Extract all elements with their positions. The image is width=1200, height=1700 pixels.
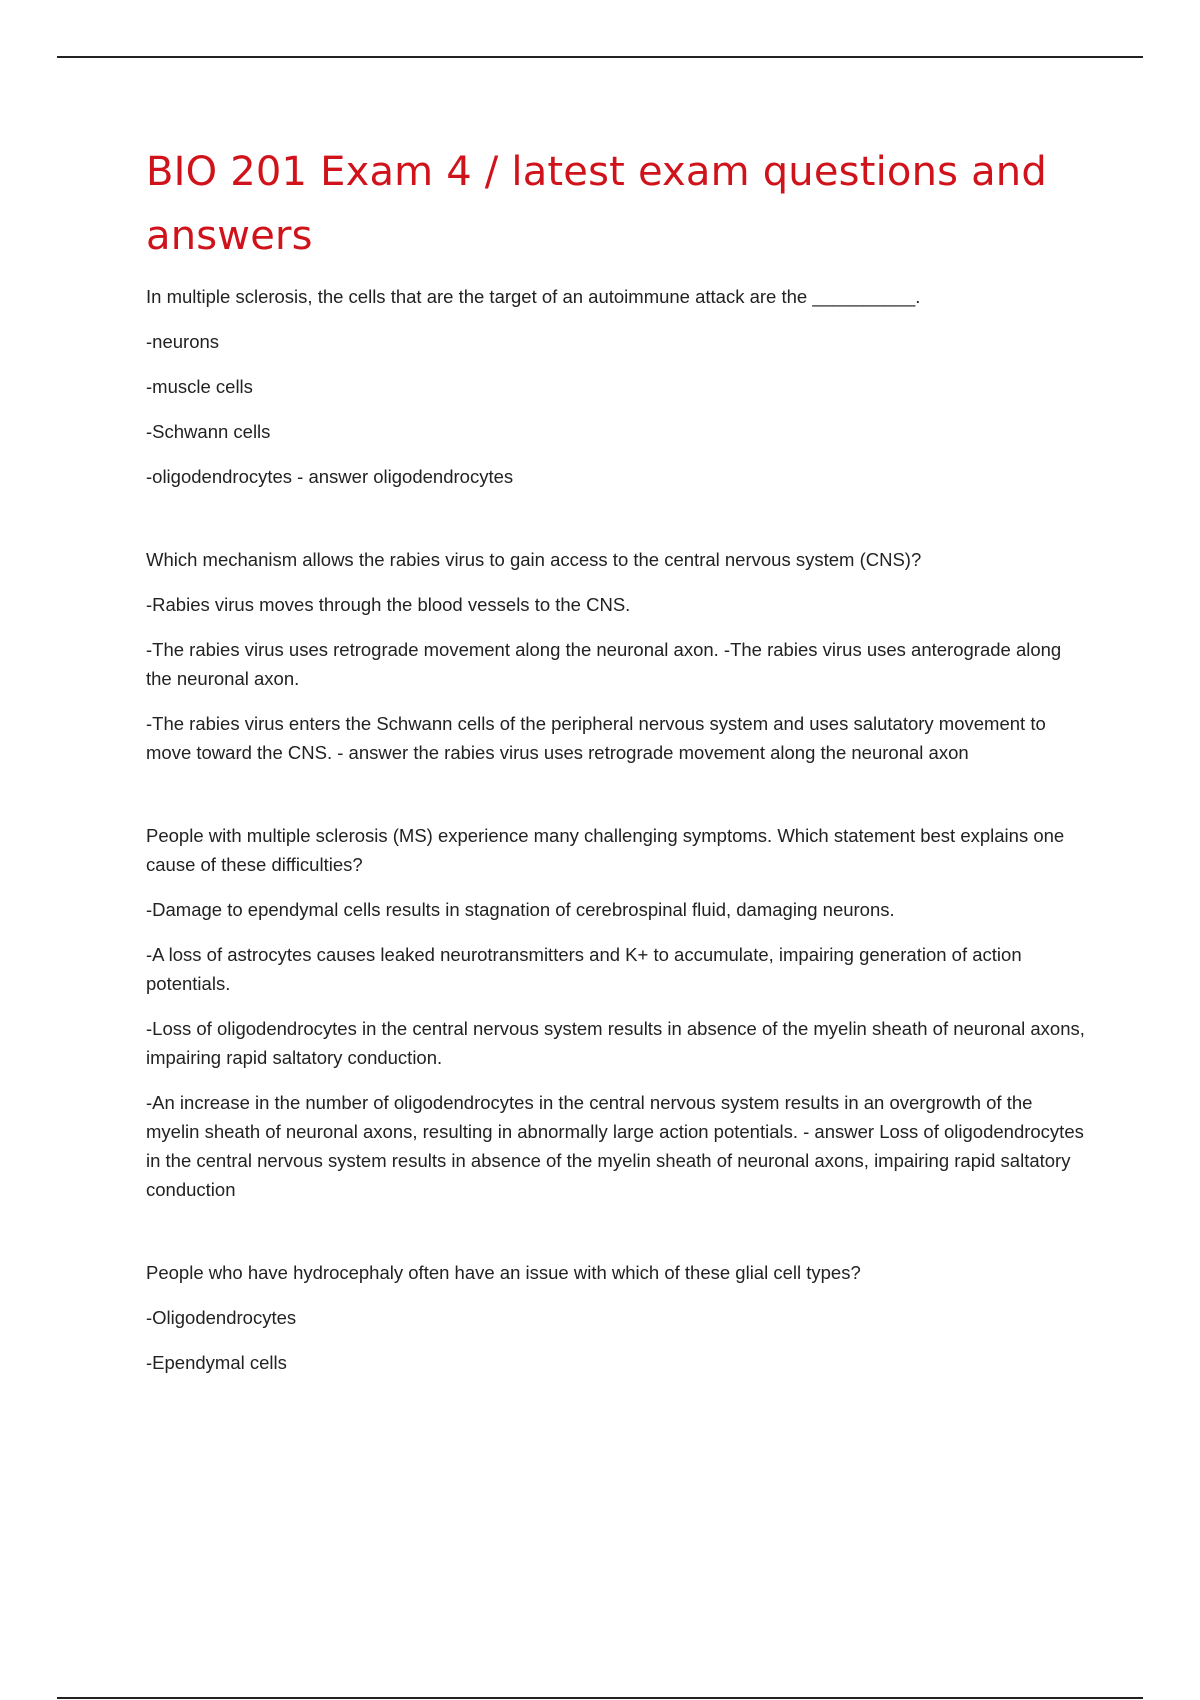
top-rule: [57, 56, 1143, 58]
question-block: [146, 821, 1086, 1204]
answer-option: -Oligodendrocytes: [146, 1307, 297, 1328]
question-block: [146, 282, 1086, 491]
question-prompt: In multiple sclerosis, the cells that are the target of an autoimmune attack are the __________.: [146, 286, 921, 307]
answer-option: -oligodendrocytes - answer oligodendrocytes: [146, 466, 514, 487]
answer-option: -An increase in the number of oligodendrocytes in the central nervous system results in an overgrowth of the myelin sheath of neuronal axons, resulting in abnormally large action potentials. - answer Loss of oligodendrocytes in the central nervous system results in absence of the myelin sheath of neuronal axons, impairing rapid saltatory conduction: [146, 1092, 1084, 1200]
answer-option: -The rabies virus enters the Schwann cells of the peripheral nervous system and uses salutatory movement to move toward the CNS. - answer the rabies virus uses retrograde movement along the neuronal axon: [146, 713, 1046, 763]
answer-option: -Ependymal cells: [146, 1352, 287, 1373]
answer-option: -Damage to ependymal cells results in stagnation of cerebrospinal fluid, damaging neurons.: [146, 899, 895, 920]
question-prompt: People with multiple sclerosis (MS) experience many challenging symptoms. Which statement best explains one cause of these difficulties?: [146, 825, 1065, 875]
bottom-rule: [57, 1697, 1143, 1699]
question-block: [146, 545, 1086, 767]
answer-option: -Loss of oligodendrocytes in the central nervous system results in absence of the myelin sheath of neuronal axons, impairing rapid saltatory conduction.: [146, 1018, 1085, 1068]
document-body: [146, 140, 1086, 1431]
answer-option: -Schwann cells: [146, 421, 271, 442]
answer-option: -muscle cells: [146, 376, 253, 397]
question-prompt: Which mechanism allows the rabies virus to gain access to the central nervous system (CNS)?: [146, 549, 922, 570]
answer-option: -Rabies virus moves through the blood vessels to the CNS.: [146, 594, 631, 615]
answer-option: -A loss of astrocytes causes leaked neurotransmitters and K+ to accumulate, impairing generation of action potentials.: [146, 944, 1022, 994]
answer-option: -neurons: [146, 331, 220, 352]
question-prompt: People who have hydrocephaly often have an issue with which of these glial cell types?: [146, 1262, 861, 1283]
question-block: [146, 1258, 1086, 1377]
answer-option: -The rabies virus uses retrograde movement along the neuronal axon. -The rabies virus uses anterograde along the neuronal axon.: [146, 639, 1062, 689]
document-title: BIO 201 Exam 4 / latest exam questions and answers: [146, 149, 1047, 259]
